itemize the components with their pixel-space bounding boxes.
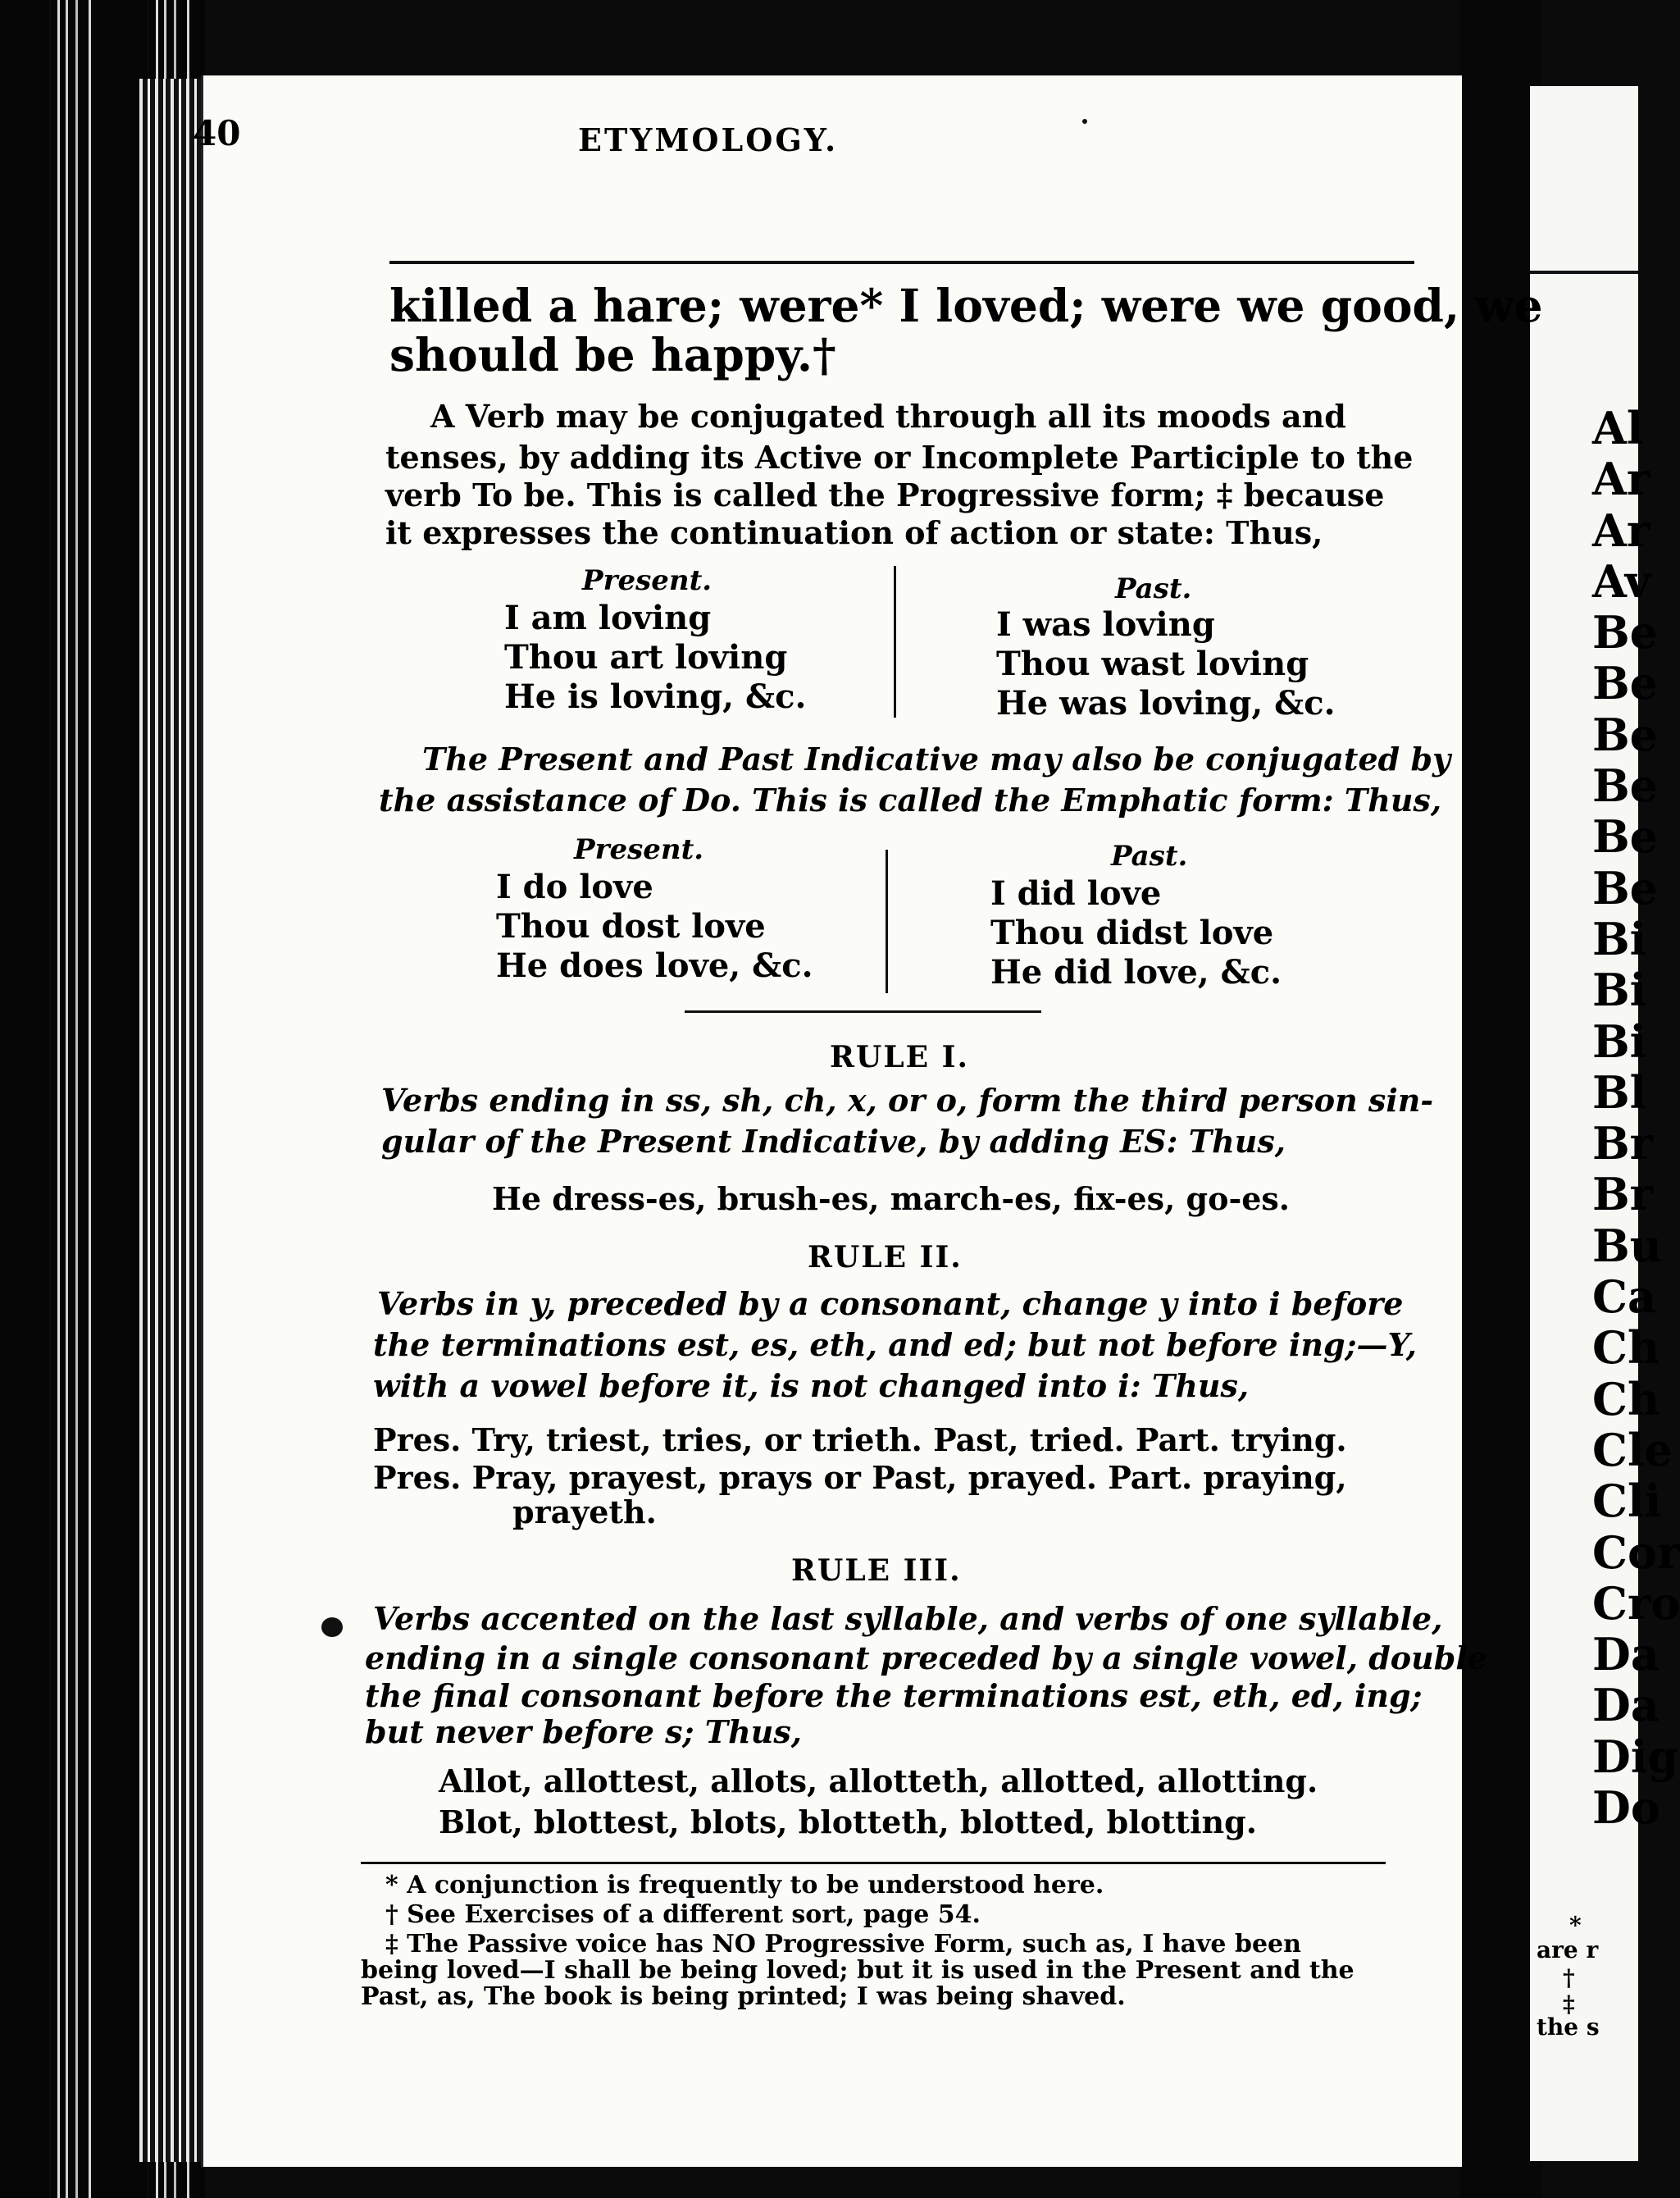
adjacent-page-word: Br: [1592, 1117, 1654, 1170]
column-heading-present: Present.: [574, 833, 704, 866]
rule-text-line: ending in a single consonant preceded by a single vowel, double: [365, 1639, 1487, 1676]
paragraph-line: it expresses the continuation of action or state: Thus,: [385, 514, 1323, 551]
paragraph-line: The Present and Past Indicative may also be conjugated by: [422, 741, 1451, 778]
adjacent-page-word: Do: [1592, 1781, 1660, 1835]
adjacent-page-word: Da: [1592, 1679, 1660, 1732]
footnote: † See Exercises of a different sort, page 54.: [385, 1900, 981, 1929]
rule-example: Pres. Try, triest, tries, or trieth. Past, tried. Part. trying.: [373, 1421, 1347, 1458]
rule-text-line: but never before s; Thus,: [365, 1713, 802, 1750]
column-heading-past: Past.: [1115, 572, 1192, 605]
book-page: [201, 75, 1462, 2167]
rule-heading: RULE II.: [808, 1240, 963, 1275]
adjacent-page-word: Be: [1592, 708, 1658, 761]
adjacent-page-word: Bi: [1592, 1015, 1647, 1068]
adjacent-page-word: Be: [1592, 759, 1658, 813]
adjacent-page-word: Dig: [1592, 1730, 1679, 1783]
rule-text-line: with a vowel before it, is not changed into i: Thus,: [373, 1367, 1250, 1404]
rule-text-line: gular of the Present Indicative, by adding ES: Thus,: [381, 1123, 1286, 1160]
conjugation-line: Thou wast loving: [996, 645, 1309, 683]
conjugation-line: I do love: [496, 868, 653, 906]
adjacent-page-word: Be: [1592, 606, 1658, 659]
adjacent-page-word: Ar: [1592, 504, 1650, 557]
rule-heading: RULE I.: [830, 1040, 969, 1074]
conjugation-line: I was loving: [996, 605, 1215, 644]
adjacent-page-word: Cor: [1592, 1525, 1680, 1579]
conjugation-line: He did love, &c.: [990, 953, 1282, 992]
footnote: * A conjunction is frequently to be understood here.: [385, 1871, 1104, 1899]
rule-example: prayeth.: [512, 1493, 657, 1530]
section-rule: [685, 1010, 1041, 1013]
column-heading-present: Present.: [582, 564, 713, 597]
adjacent-page-word: Ch: [1592, 1321, 1660, 1375]
ink-blot: [321, 1617, 343, 1637]
rule-example: Allot, allottest, allots, allotteth, allotted, allotting.: [439, 1763, 1318, 1799]
adjacent-page-word: Bi: [1592, 912, 1647, 965]
adjacent-page-word: Ca: [1592, 1270, 1656, 1324]
adjacent-footnote: ‡: [1563, 1991, 1575, 2018]
adjacent-page-rule: [1530, 271, 1638, 274]
rule-example: Blot, blottest, blots, blotteth, blotted, blotting.: [439, 1804, 1257, 1840]
adjacent-footnote: †: [1563, 1964, 1575, 1991]
conjugation-line: I am loving: [504, 599, 712, 637]
paragraph-line: the assistance of Do. This is called the Emphatic form: Thus,: [379, 782, 1442, 819]
paragraph-line: tenses, by adding its Active or Incomplete Participle to the: [385, 439, 1414, 476]
adjacent-footnote: *: [1569, 1912, 1582, 1939]
rule-text-line: Verbs accented on the last syllable, and verbs of one syllable,: [373, 1600, 1443, 1637]
conjugation-line: He is loving, &c.: [504, 677, 807, 716]
column-divider: [894, 566, 896, 718]
rule-text-line: the terminations est, es, eth, and ed; but not before ing;—Y,: [373, 1326, 1418, 1363]
paragraph-line: A Verb may be conjugated through all its moods and: [430, 398, 1346, 435]
adjacent-footnote: the s: [1537, 2013, 1600, 2041]
conjugation-line: Thou didst love: [990, 914, 1274, 952]
ink-speck: [1082, 119, 1087, 124]
footnote-rule: [361, 1862, 1386, 1864]
running-title: ETYMOLOGY.: [578, 121, 839, 158]
adjacent-page-word: Be: [1592, 810, 1658, 864]
rule-heading: RULE III.: [791, 1553, 962, 1588]
adjacent-page-word: Br: [1592, 1168, 1654, 1221]
adjacent-page-word: Ar: [1592, 453, 1650, 506]
adjacent-page-word: Bl: [1592, 1065, 1647, 1119]
adjacent-page-word-list: [1592, 403, 1680, 1833]
adjacent-page-word: Be: [1592, 861, 1658, 914]
adjacent-page-word: Be: [1592, 657, 1658, 710]
page-edge-stripes: [139, 79, 205, 2162]
adjacent-footnote: are r: [1537, 1936, 1599, 1963]
adjacent-page-word: Av: [1592, 554, 1651, 608]
conjugation-line: He does love, &c.: [496, 946, 813, 985]
intro-line: should be happy.†: [389, 328, 836, 381]
conjugation-line: I did love: [990, 874, 1162, 913]
page-number: 40: [193, 113, 241, 153]
adjacent-page-word: Al: [1592, 402, 1644, 454]
intro-line: killed a hare; were* I loved; were we good, we: [389, 279, 1543, 332]
adjacent-page-word: Bi: [1592, 964, 1647, 1017]
conjugation-line: He was loving, &c.: [996, 684, 1336, 723]
header-rule: [389, 261, 1414, 264]
adjacent-page: [1530, 86, 1680, 2161]
column-heading-past: Past.: [1111, 840, 1188, 873]
conjugation-line: Thou dost love: [496, 907, 766, 946]
adjacent-page-word: Cle: [1592, 1423, 1673, 1476]
rule-example: Pres. Pray, prayest, prays or Past, prayed. Part. praying,: [373, 1459, 1347, 1496]
conjugation-line: Thou art loving: [504, 638, 788, 677]
adjacent-page-word: Bu: [1592, 1219, 1662, 1272]
footnote: Past, as, The book is being printed; I was being shaved.: [361, 1982, 1126, 2011]
adjacent-page-word: Ch: [1592, 1372, 1660, 1425]
adjacent-page-word: Da: [1592, 1628, 1660, 1681]
rule-text-line: Verbs ending in ss, sh, ch, x, or o, form the third person sin-: [381, 1082, 1434, 1119]
rule-example: He dress-es, brush-es, march-es, fix-es, go-es.: [492, 1180, 1291, 1217]
adjacent-page-word: Cli: [1592, 1475, 1662, 1528]
adjacent-page-word: Cro: [1592, 1576, 1680, 1630]
column-divider: [886, 850, 888, 993]
footnote: being loved—I shall be being loved; but it is used in the Present and the: [361, 1956, 1354, 1985]
footnote: ‡ The Passive voice has NO Progressive Form, such as, I have been: [385, 1930, 1301, 1959]
rule-text-line: the final consonant before the terminations est, eth, ed, ing;: [365, 1677, 1423, 1714]
paragraph-line: verb To be. This is called the Progressive form; ‡ because: [385, 477, 1385, 513]
rule-text-line: Verbs in y, preceded by a consonant, change y into i before: [377, 1285, 1404, 1322]
